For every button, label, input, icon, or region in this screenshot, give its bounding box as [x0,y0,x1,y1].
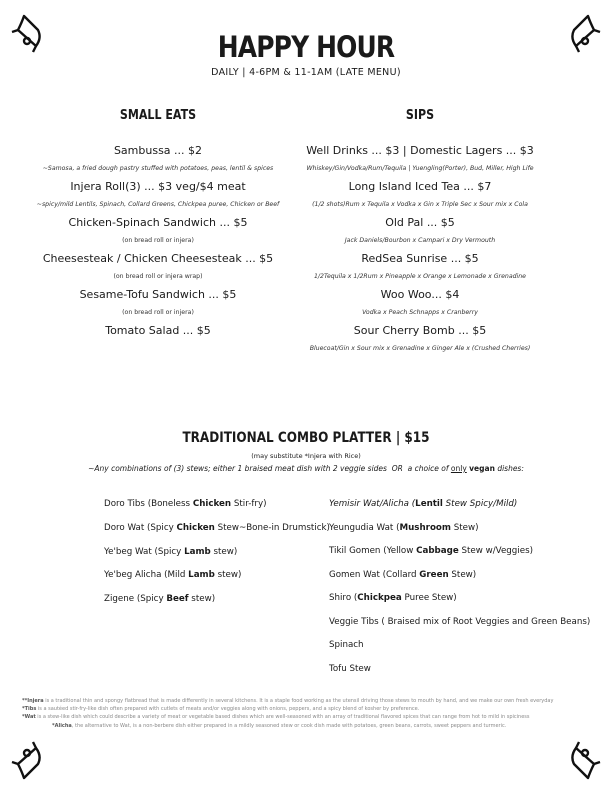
list-item: Spinach [329,640,364,650]
veggie-dishes-list [329,498,590,686]
footnote: *Tibs is a sautéed stir-fry-like dish often prepared with cutlets of meats and/or veggies along with onions, peppers, and a spicy blend of kosher by preference. [22,706,420,713]
menu-item-desc: Whiskey/Gin/Vodka/Rum/Tequila | Yuengling(Porter), Bud, Miller, High Life [306,165,534,172]
menu-item-desc: (on bread roll or injera) [122,309,194,316]
list-item: Ye'beg Alicha (Mild Lamb stew) [104,570,242,581]
menu-item-desc: (on bread roll or injera wrap) [113,273,203,280]
menu-item-desc: ~Samosa, a fried dough pastry stuffed with potatoes, peas, lentil & spices [42,165,274,172]
footnote: *Wat is a stew-like dish which could describe a variety of meat or vegetable based dishes which are well-seasoned with an array of traditional flavored spices that can range from hot to mild in spiciness [22,714,530,721]
footnote: **Injera is a traditional thin and spongy flatbread that is made differently in several kitchens. It is a staple food working as the utensil driving those stews to mouth by hand, and we make our own fresh everyday [22,698,554,704]
bell-icon [558,738,606,786]
list-item: Tofu Stew [329,663,371,674]
hours-subtitle: DAILY | 4-6PM & 11-1AM (LATE MENU) [211,67,401,78]
menu-item-desc: Vodka x Peach Schnapps x Cranberry [362,309,478,316]
combo-heading: TRADITIONAL COMBO PLATTER | $15 [182,430,430,446]
combo-note: (may substitute *Injera with Rice) [251,452,361,460]
list-item: Doro Wat (Spicy Chicken Stew~Bone-in Drumstick) [104,522,330,533]
menu-item: Sesame-Tofu Sandwich ... $5 [79,288,237,301]
menu-item: Cheesesteak / Chicken Cheesesteak ... $5 [42,252,274,265]
combo-dishes-text: dishes: [497,464,524,473]
combo-choice-text: a choice of [407,464,449,473]
menu-item: Sour Cherry Bomb ... $5 [353,324,487,337]
list-item: Yeungudia Wat (Mushroom Stew) [329,522,479,533]
menu-item: Old Pal ... $5 [385,216,455,229]
list-item: Yemisir Wat/Alicha (Lentil Stew Spicy/Mild) [329,499,518,509]
menu-item: Injera Roll(3) ... $3 veg/$4 meat [70,180,246,193]
combo-vegan: vegan [469,464,495,473]
footnotes [22,697,597,730]
list-item: Ye'beg Wat (Spicy Lamb stew) [104,546,238,557]
section-heading: SMALL EATS [119,108,197,123]
menu-item-desc: 1/2Tequila x 1/2Rum x Pineapple x Orange x Lemonade x Grenadine [313,273,526,280]
menu-item: Sambussa ... $2 [113,144,203,157]
menu-item-desc: Bluecoat/Gin x Sour mix x Grenadine x Ginger Ale x (Crushed Cherries) [309,345,531,352]
combo-instructions [0,464,612,473]
menu-item: Chicken-Spinach Sandwich ... $5 [68,216,248,229]
meat-dishes-list [104,498,330,617]
list-item: Zigene (Spicy Beef stew) [104,594,216,605]
list-item: Doro Tibs (Boneless Chicken Stir-fry) [104,499,267,509]
menu-item: Tomato Salad ... $5 [105,324,211,337]
menu-item: Long Island Iced Tea ... $7 [348,180,492,193]
menu-item-desc: Jack Daniels/Bourbon x Campari x Dry Vermouth [344,237,496,244]
menu-item-desc: (1/2 shots)Rum x Tequila x Vodka x Gin x Triple Sec x Sour mix x Cola [312,201,528,208]
menu-item: RedSea Sunrise ... $5 [361,252,479,265]
list-item: Shiro (Chickpea Puree Stew) [329,593,457,603]
sips-section [300,108,540,360]
small-eats-section [20,108,296,338]
section-heading: SIPS [405,108,435,123]
footnote: *Alicha, the alternative to Wat, is a non-berbere dish either prepared in a mildly seasoned stew or cook dish made with potatoes, green beans, carrots, sweet peppers and turmeric. [52,722,507,729]
combo-or: OR [391,464,403,473]
list-item: Gomen Wat (Collard Green Stew) [329,569,477,580]
page-title: HAPPY HOUR [217,30,395,64]
menu-item: Well Drinks ... $3 | Domestic Lagers ... $3 [306,144,534,157]
menu-item-desc: (on bread roll or injera) [122,237,194,244]
list-item: Tikil Gomen (Yellow Cabbage Stew w/Veggies) [329,546,533,556]
combo-instructions-text: ~Any combinations of (3) stews; either 1 braised meat dish with 2 veggie sides [88,464,387,473]
bell-icon [6,738,54,786]
combo-only: only [450,464,467,473]
menu-item-desc: ~spicy/mild Lentils, Spinach, Collard Greens, Chickpea puree, Chicken or Beef [36,201,280,208]
list-item: Veggie Tibs ( Braised mix of Root Veggies and Green Beans) [329,616,591,627]
menu-item: Woo Woo... $4 [380,288,460,301]
